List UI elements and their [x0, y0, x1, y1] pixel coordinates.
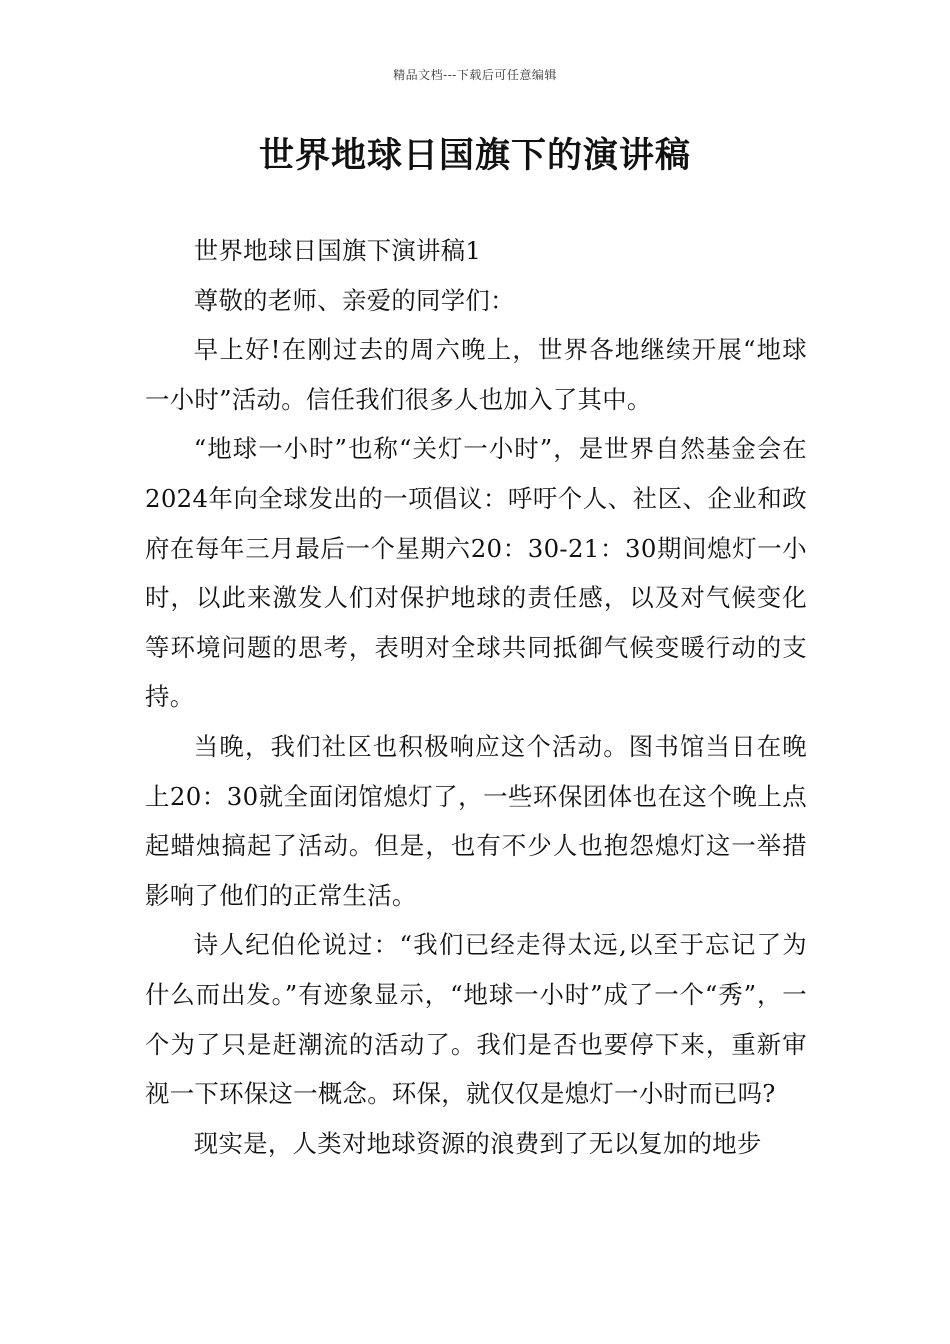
header-note: 精品文档---下载后可任意编辑: [393, 68, 557, 82]
paragraph: 诗人纪伯伦说过：“我们已经走得太远,以至于忘记了为什么而出发。”有迹象显示，“地球一小时”成了一个“秀”，一个为了只是赶潮流的活动了。我们是否也要停下来，重新审视一下环保这一概念。环保，就仅仅是熄灯一小时而已吗?: [145, 930, 807, 1109]
paragraph: 早上好!在刚过去的周六晚上，世界各地继续开展“地球一小时”活动。信任我们很多人也加入了其中。: [145, 335, 807, 414]
paragraph: 当晚，我们社区也积极响应这个活动。图书馆当日在晚上20：30就全面闭馆熄灯了，一些环保团体也在这个晚上点起蜡烛搞起了活动。但是，也有不少人也抱怨熄灯这一举措影响了他们的正常生活。: [145, 731, 807, 910]
paragraph-subtitle: 世界地球日国旗下演讲稿1: [193, 236, 482, 265]
paragraph: 现实是，人类对地球资源的浪费到了无以复加的地步: [193, 1128, 762, 1158]
paragraph-salutation: 尊敬的老师、亲爱的同学们：: [193, 285, 515, 315]
paragraph: “地球一小时”也称“关灯一小时”，是世界自然基金会在2024年向全球发出的一项倡议：呼吁个人、社区、企业和政府在每年三月最后一个星期六20：30-21：30期间熄灯一小时，以此来激发人们对保护地球的责任感，以及对气候变化等环境问题的思考，表明对全球共同抵御气候变暖行动的支持。: [145, 434, 807, 712]
document-body: [145, 226, 807, 1168]
document-title: 世界地球日国旗下的演讲稿: [258, 136, 691, 176]
